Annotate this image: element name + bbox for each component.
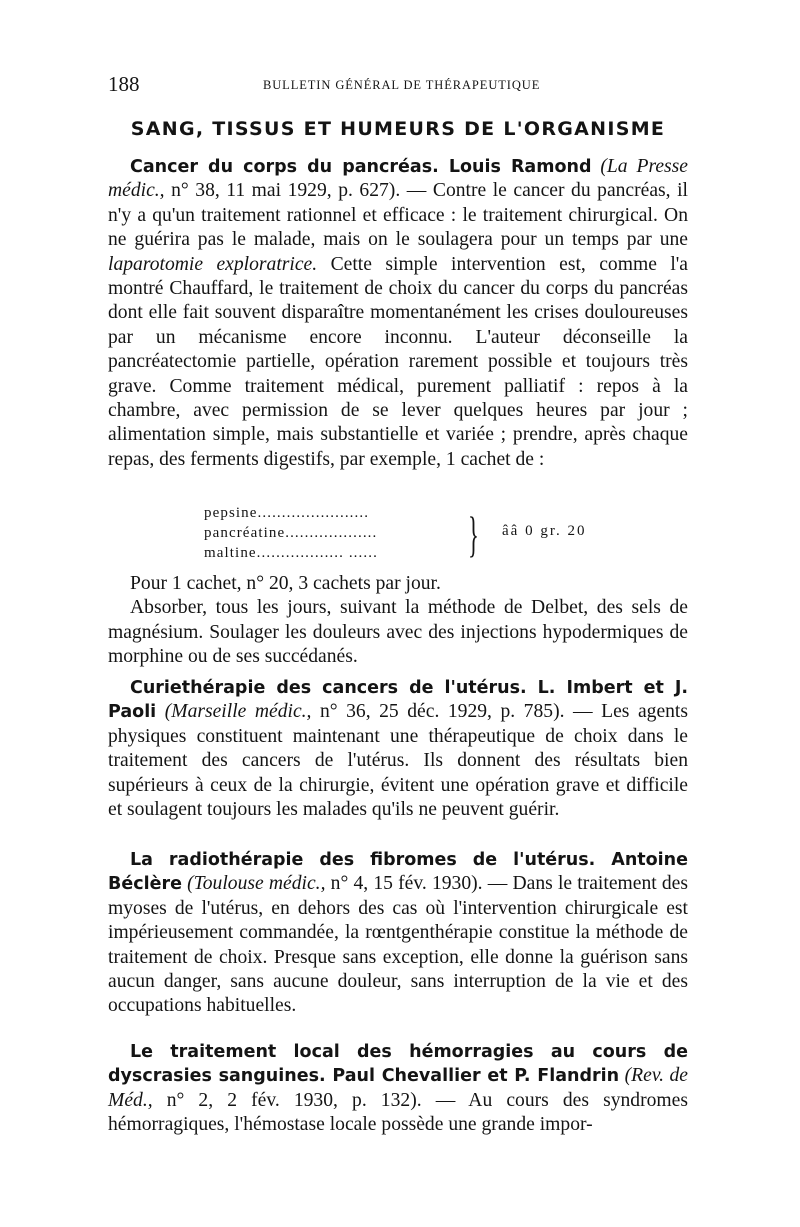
article-curietherapie xyxy=(108,676,688,822)
article-body: n° 36, 25 déc. 1929, p. 785). — Les agents physiques constituent maintenant une thérapeutique de choix dans le traitement des cancers de l'utérus. Ils donnent des résultats bien supérieurs à ceux de la chirurgie, évitent une opération grave et difficile et soulagent toujours les malades qu'ils ne peuvent guérir. xyxy=(108,701,689,821)
article-pancreas xyxy=(108,155,688,472)
running-head xyxy=(108,72,688,102)
article-source: (Marseille médic., xyxy=(164,701,312,723)
formula-line-pepsine: pepsine....................... xyxy=(204,505,370,521)
article-emphasis: laparotomie exploratrice. xyxy=(108,253,318,275)
article-paragraph xyxy=(108,155,688,472)
formula-line-pancreatine: pancréatine................... xyxy=(204,525,378,541)
running-title: BULLETIN GÉNÉRAL DE THÉRAPEUTIQUE xyxy=(263,78,541,92)
article-paragraph xyxy=(108,848,688,1019)
article-lead: La radiothérapie des fibromes de l'utérus. Antoine Béclère xyxy=(108,850,688,895)
article-lead: Cancer du corps du pancréas. Louis Ramond xyxy=(130,157,592,177)
article-body: Cette simple intervention est, comme l'a montré Chauffard, le traitement de choix du cancer du corps du pancréas dont elle fait souvent disparaître momentanément les crises douloureuses par un mécanisme encore inconnu. L'auteur déconseille la pancréatectomie partielle, opération rarement possible et toujours très grave. Comme traitement médical, purement palliatif : repos à la chambre, avec permission de se lever quelques heures par jour ; alimentation simple, mais substantielle et variée ; prendre, après chaque repas, des ferments digestifs, par exemple, 1 cachet de : xyxy=(108,253,689,470)
section-title: SANG, TISSUS ET HUMEURS DE L'ORGANISME xyxy=(130,118,666,140)
article-reference: n° 38, 11 mai 1929, p. 627). — Contre le cancer du pancréas, il n'y a qu'un traitement rationnel et efficace : le traitement chirurgical. On ne guérira pas le malade, mais on le soulagera pour un temps par une xyxy=(108,180,688,251)
formula-line-maltine: maltine.................. ...... xyxy=(204,545,378,561)
page-number: 188 xyxy=(108,72,140,96)
brace-glyph: } xyxy=(468,506,480,562)
article-body: n° 2, 2 fév. 1930, p. 132). — Au cours des syndromes hémorragiques, l'hémostase locale possède une grande impor- xyxy=(108,1089,688,1136)
prescription-formula xyxy=(204,505,624,567)
article-source: (La Presse médic., xyxy=(108,156,688,202)
article-lead: Curiethérapie des cancers de l'utérus. L. Imbert et J. Paoli xyxy=(108,678,688,723)
article-paragraph xyxy=(108,1040,688,1138)
article-source: (Rev. de Méd., xyxy=(108,1065,688,1111)
article-radiotherapie xyxy=(108,848,688,1019)
formula-dose: ââ 0 gr. 20 xyxy=(502,523,587,539)
article-hemorragies xyxy=(108,1040,688,1138)
article-paragraph: Absorber, tous les jours, suivant la méthode de Delbet, des sels de magnésium. Soulager les douleurs avec des injections hypodermiques de morphine ou de ses succédanés. xyxy=(108,597,688,668)
article-source: (Toulouse médic., xyxy=(187,873,326,895)
article-paragraph: Pour 1 cachet, n° 20, 3 cachets par jour. xyxy=(130,573,441,594)
article-body: n° 4, 15 fév. 1930). — Dans le traitement des myoses de l'utérus, en dehors des cas où l'intervention chirurgicale est impérieusement commandée, la rœntgenthérapie constitue la méthode de traitement de choix. Presque sans exception, elle donne la guérison sans aucun danger, sans aucune douleur, sans interruption de la vie et des occupations habituelles. xyxy=(108,873,688,1017)
article-pancreas-continued xyxy=(108,572,688,670)
article-lead: Le traitement local des hémorragies au cours de dyscrasies sanguines. Paul Chevallier et P. Flandrin xyxy=(108,1042,688,1087)
article-paragraph xyxy=(108,676,688,822)
